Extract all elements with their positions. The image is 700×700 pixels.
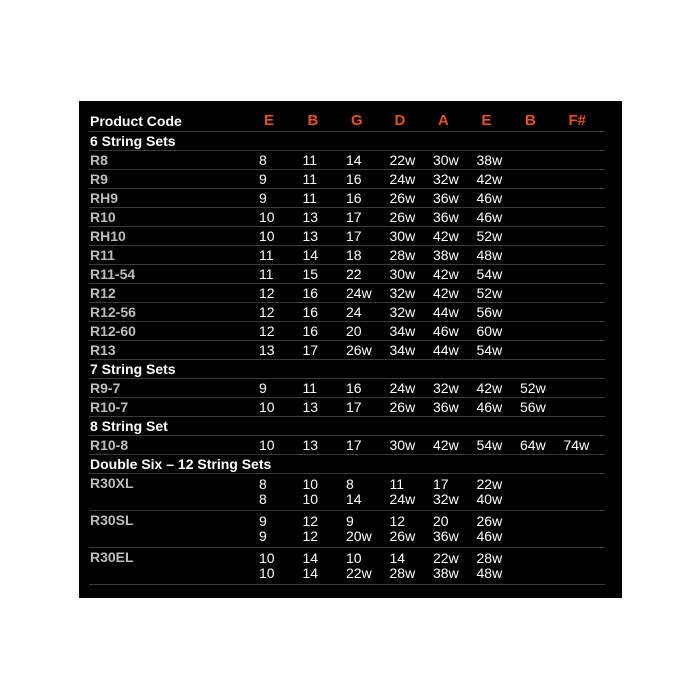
gauge-cell: 9 — [257, 379, 301, 398]
gauge-value-bottom: 40w — [476, 491, 503, 507]
gauge-cell: 26w — [388, 398, 432, 417]
gauge-value-bottom: 38w — [433, 565, 459, 581]
gauge-cell: 42w — [431, 436, 475, 455]
gauge-cell — [475, 511, 519, 548]
gauge-cell: 17 — [344, 436, 388, 455]
gauge-cell — [562, 265, 606, 284]
gauge-cell: 12 — [257, 322, 301, 341]
section-title: 6 String Sets — [89, 132, 605, 151]
gauge-value-top: 10 — [302, 476, 319, 492]
gauge-cell: 30w — [431, 151, 475, 170]
gauge-cell — [388, 511, 432, 548]
gauge-cell: 34w — [388, 341, 432, 360]
gauge-cell: 10 — [257, 398, 301, 417]
gauge-cell: 17 — [301, 341, 345, 360]
gauge-cell: 11 — [301, 189, 345, 208]
gauge-value-bottom: 48w — [476, 565, 503, 581]
table-row — [89, 265, 605, 284]
gauge-cell: 16 — [344, 170, 388, 189]
gauge-cell: 13 — [257, 341, 301, 360]
gauge-cell — [562, 474, 606, 511]
gauge-cell: 11 — [301, 151, 345, 170]
gauge-cell — [518, 208, 562, 227]
gauge-value-top: 11 — [389, 476, 405, 492]
gauge-cell: 26w — [388, 208, 432, 227]
gauge-cell: 60w — [475, 322, 519, 341]
gauge-cell — [562, 208, 606, 227]
gauge-cell — [562, 511, 606, 548]
gauge-cell: 13 — [301, 227, 345, 246]
gauge-cell: 17 — [344, 227, 388, 246]
gauge-cell: 16 — [344, 379, 388, 398]
product-code-cell: R11 — [89, 246, 257, 265]
gauge-cell: 22w — [388, 151, 432, 170]
section-header-row — [89, 132, 605, 151]
product-code-cell: R12-56 — [89, 303, 257, 322]
gauge-cell — [518, 511, 562, 548]
gauge-value-bottom: 10 — [302, 491, 319, 507]
table-row — [89, 341, 605, 360]
gauge-cell — [518, 284, 562, 303]
gauge-cell: 17 — [344, 398, 388, 417]
gauge-value-bottom: 36w — [433, 528, 459, 544]
gauge-cell: 10 — [257, 436, 301, 455]
gauge-cell: 44w — [431, 303, 475, 322]
gauge-cell — [562, 151, 606, 170]
gauge-cell: 12 — [257, 303, 301, 322]
gauge-value-top: 10 — [259, 550, 275, 566]
gauge-cell — [475, 474, 519, 511]
gauge-cell — [388, 548, 432, 585]
section-title: 8 String Set — [89, 417, 605, 436]
table-row — [89, 170, 605, 189]
gauge-cell: 13 — [301, 208, 345, 227]
product-code-cell: R10 — [89, 208, 257, 227]
gauge-cell: 30w — [388, 436, 432, 455]
gauge-value-top: 10 — [346, 550, 362, 566]
gauge-cell: 56w — [518, 398, 562, 417]
gauge-cell — [518, 151, 562, 170]
gauge-cell: 32w — [388, 284, 432, 303]
gauge-value-bottom: 14 — [302, 565, 319, 581]
table-row — [89, 548, 605, 585]
table-row — [89, 322, 605, 341]
gauge-cell — [518, 227, 562, 246]
gauge-cell: 12 — [257, 284, 301, 303]
gauge-cell: 36w — [431, 208, 475, 227]
gauge-value-top: 26w — [476, 513, 503, 529]
table-row — [89, 227, 605, 246]
gauge-cell: 11 — [301, 379, 345, 398]
gauge-cell: 36w — [431, 398, 475, 417]
gauge-cell — [257, 548, 301, 585]
gauge-cell — [562, 303, 606, 322]
gauge-cell — [475, 548, 519, 585]
product-code-cell: R11-54 — [89, 265, 257, 284]
product-code-cell: R10-8 — [89, 436, 257, 455]
gauge-cell: 42w — [431, 265, 475, 284]
string-header-7: B — [518, 111, 562, 132]
gauge-value-bottom: 14 — [346, 491, 362, 507]
gauge-cell: 24 — [344, 303, 388, 322]
table-row — [89, 208, 605, 227]
string-header-8: F# — [562, 111, 606, 132]
table-row — [89, 436, 605, 455]
string-header-6: E — [475, 111, 519, 132]
gauge-value-bottom: 32w — [433, 491, 459, 507]
gauge-value-top: 14 — [302, 550, 319, 566]
product-code-cell: R12-60 — [89, 322, 257, 341]
table-row — [89, 284, 605, 303]
gauge-cell — [344, 474, 388, 511]
section-header-row — [89, 417, 605, 436]
gauge-value-top: 9 — [346, 513, 354, 529]
gauge-cell: 54w — [475, 265, 519, 284]
gauge-value-top: 14 — [389, 550, 406, 566]
gauge-value-top: 22w — [476, 476, 503, 492]
gauge-cell — [562, 548, 606, 585]
gauge-value-bottom: 24w — [389, 491, 416, 507]
gauge-cell: 26w — [388, 189, 432, 208]
gauge-value-top: 8 — [346, 476, 354, 492]
gauge-cell: 52w — [518, 379, 562, 398]
table-row — [89, 303, 605, 322]
gauge-cell: 16 — [301, 284, 345, 303]
section-title: Double Six – 12 String Sets — [89, 455, 605, 474]
gauge-cell: 30w — [388, 227, 432, 246]
gauge-cell: 36w — [431, 189, 475, 208]
gauge-cell — [562, 227, 606, 246]
gauge-value-top: 28w — [476, 550, 503, 566]
gauge-cell: 16 — [344, 189, 388, 208]
gauge-cell — [518, 548, 562, 585]
gauge-cell: 56w — [475, 303, 519, 322]
gauge-value-top: 20 — [433, 513, 449, 529]
gauge-cell — [562, 341, 606, 360]
product-code-cell: R9-7 — [89, 379, 257, 398]
gauge-cell — [518, 189, 562, 208]
product-code-cell: RH10 — [89, 227, 257, 246]
gauge-cell: 24w — [388, 379, 432, 398]
gauge-cell: 24w — [388, 170, 432, 189]
string-header-4: D — [388, 111, 432, 132]
gauge-cell: 54w — [475, 436, 519, 455]
gauge-cell: 26w — [344, 341, 388, 360]
product-code-cell: R30EL — [89, 548, 257, 585]
gauge-value-bottom: 28w — [389, 565, 416, 581]
gauge-cell: 11 — [257, 246, 301, 265]
gauge-cell: 52w — [475, 227, 519, 246]
string-header-5: A — [431, 111, 475, 132]
gauge-cell: 32w — [388, 303, 432, 322]
gauge-value-top: 22w — [433, 550, 459, 566]
gauge-value-bottom: 12 — [302, 528, 319, 544]
product-code-cell: RH9 — [89, 189, 257, 208]
gauge-cell: 11 — [301, 170, 345, 189]
gauge-cell: 46w — [475, 189, 519, 208]
gauge-cell — [431, 548, 475, 585]
product-code-cell: R9 — [89, 170, 257, 189]
gauge-value-bottom: 22w — [346, 565, 372, 581]
string-header-1: E — [257, 111, 301, 132]
gauge-cell — [344, 548, 388, 585]
section-header-row — [89, 360, 605, 379]
gauge-cell: 42w — [431, 227, 475, 246]
gauge-cell: 54w — [475, 341, 519, 360]
gauge-cell: 32w — [431, 379, 475, 398]
gauge-value-top: 8 — [259, 476, 267, 492]
table-row — [89, 246, 605, 265]
gauge-cell: 34w — [388, 322, 432, 341]
gauge-cell — [562, 189, 606, 208]
header-row — [89, 111, 605, 132]
table-row — [89, 511, 605, 548]
gauge-cell — [301, 511, 345, 548]
gauge-cell: 46w — [475, 398, 519, 417]
gauge-value-bottom: 9 — [259, 528, 267, 544]
gauge-cell: 16 — [301, 303, 345, 322]
gauge-cell: 15 — [301, 265, 345, 284]
string-gauge-table — [89, 111, 605, 585]
gauge-cell: 38w — [431, 246, 475, 265]
gauge-cell: 52w — [475, 284, 519, 303]
gauge-cell: 14 — [344, 151, 388, 170]
gauge-cell: 46w — [475, 208, 519, 227]
gauge-cell — [431, 474, 475, 511]
gauge-cell — [562, 322, 606, 341]
gauge-cell: 44w — [431, 341, 475, 360]
table-row — [89, 379, 605, 398]
gauge-value-bottom: 26w — [389, 528, 416, 544]
gauge-cell — [388, 474, 432, 511]
gauge-cell: 64w — [518, 436, 562, 455]
string-header-2: B — [301, 111, 345, 132]
gauge-cell: 46w — [431, 322, 475, 341]
gauge-cell: 14 — [301, 246, 345, 265]
product-code-cell: R8 — [89, 151, 257, 170]
gauge-cell — [431, 511, 475, 548]
table-row — [89, 398, 605, 417]
gauge-cell — [518, 341, 562, 360]
section-title: 7 String Sets — [89, 360, 605, 379]
gauge-value-top: 12 — [389, 513, 406, 529]
gauge-cell: 9 — [257, 189, 301, 208]
string-header-3: G — [344, 111, 388, 132]
gauge-cell: 42w — [475, 170, 519, 189]
gauge-cell — [562, 284, 606, 303]
gauge-cell: 24w — [344, 284, 388, 303]
gauge-cell: 11 — [257, 265, 301, 284]
gauge-cell — [562, 170, 606, 189]
gauge-cell: 42w — [475, 379, 519, 398]
gauge-cell — [562, 398, 606, 417]
gauge-cell — [518, 265, 562, 284]
gauge-cell — [257, 511, 301, 548]
gauge-cell — [518, 170, 562, 189]
gauge-cell — [562, 379, 606, 398]
gauge-cell — [257, 474, 301, 511]
gauge-value-bottom: 46w — [476, 528, 503, 544]
gauge-cell: 13 — [301, 398, 345, 417]
gauge-cell: 74w — [562, 436, 606, 455]
product-code-cell: R30SL — [89, 511, 257, 548]
gauge-cell: 20 — [344, 322, 388, 341]
gauge-cell — [344, 511, 388, 548]
table-body — [89, 132, 605, 585]
gauge-value-bottom: 20w — [346, 528, 372, 544]
gauge-cell: 32w — [431, 170, 475, 189]
gauge-cell: 42w — [431, 284, 475, 303]
product-code-cell: R10-7 — [89, 398, 257, 417]
gauge-cell: 38w — [475, 151, 519, 170]
gauge-cell: 10 — [257, 208, 301, 227]
gauge-cell: 10 — [257, 227, 301, 246]
product-code-cell: R13 — [89, 341, 257, 360]
table-row — [89, 474, 605, 511]
gauge-cell: 48w — [475, 246, 519, 265]
gauge-value-top: 17 — [433, 476, 449, 492]
gauge-cell: 8 — [257, 151, 301, 170]
gauge-cell — [301, 548, 345, 585]
gauge-cell — [518, 322, 562, 341]
gauge-cell: 30w — [388, 265, 432, 284]
gauge-value-top: 9 — [259, 513, 267, 529]
gauge-cell — [301, 474, 345, 511]
gauge-cell: 16 — [301, 322, 345, 341]
gauge-cell: 18 — [344, 246, 388, 265]
gauge-cell — [562, 246, 606, 265]
gauge-value-top: 12 — [302, 513, 319, 529]
gauge-value-bottom: 8 — [259, 491, 267, 507]
gauge-cell: 13 — [301, 436, 345, 455]
table-row — [89, 189, 605, 208]
gauge-cell — [518, 246, 562, 265]
gauge-value-bottom: 10 — [259, 565, 275, 581]
product-code-header: Product Code — [89, 111, 257, 132]
product-code-cell: R12 — [89, 284, 257, 303]
gauge-cell: 22 — [344, 265, 388, 284]
table-row — [89, 151, 605, 170]
gauge-cell: 9 — [257, 170, 301, 189]
gauge-cell — [518, 474, 562, 511]
gauge-cell — [518, 303, 562, 322]
gauge-cell: 28w — [388, 246, 432, 265]
string-gauge-chart-panel — [79, 101, 622, 598]
gauge-cell: 17 — [344, 208, 388, 227]
section-header-row — [89, 455, 605, 474]
product-code-cell: R30XL — [89, 474, 257, 511]
